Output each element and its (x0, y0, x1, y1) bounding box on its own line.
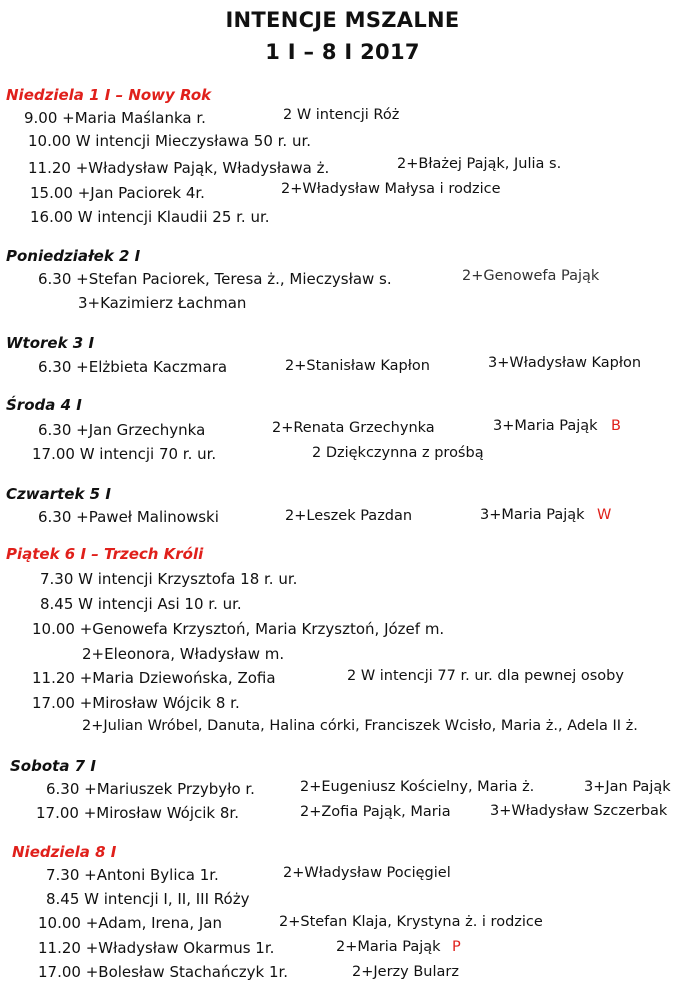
mass-entry: 15.00 +Jan Paciorek 4r. (30, 184, 205, 202)
mass-entry: 6.30 +Stefan Paciorek, Teresa ż., Mieczysław s. (38, 270, 392, 288)
extra-intention: 2+Stefan Klaja, Krystyna ż. i rodzice (279, 914, 543, 930)
group-mark: B (611, 418, 621, 434)
mass-entry: 11.20 +Władysław Pająk, Władysława ż. (28, 159, 330, 177)
extra-intention: 2+Genowefa Pająk (462, 268, 600, 284)
mass-entry: 6.30 +Jan Grzechynka (38, 421, 206, 439)
day-heading: Środa 4 I (6, 396, 82, 414)
extra-intention: 2 W intencji 77 r. ur. dla pewnej osoby (347, 668, 624, 684)
mass-entry: 3+Kazimierz Łachman (78, 294, 247, 312)
extra-intention: 2 Dziękczynna z prośbą (312, 445, 484, 461)
mass-entry: 17.00 +Mirosław Wójcik 8 r. (32, 694, 240, 712)
extra-intention: 2+Stanisław Kapłon (285, 358, 430, 374)
extra-intention: 2 W intencji Róż (283, 107, 400, 123)
day-heading: Sobota 7 I (10, 757, 96, 775)
extra-intention: 2+Jerzy Bularz (352, 964, 459, 980)
mass-entry: 2+Eleonora, Władysław m. (82, 645, 285, 663)
mass-entry: 7.30 W intencji Krzysztofa 18 r. ur. (40, 570, 298, 588)
extra-intention: 2+Zofia Pająk, Maria (300, 804, 451, 820)
extra-intention: 2+Władysław Pocięgiel (283, 865, 451, 881)
extra-intention: 2+Renata Grzechynka (272, 420, 435, 436)
mass-entry: 17.00 +Mirosław Wójcik 8r. (36, 804, 239, 822)
mass-entry: 11.20 +Maria Dziewońska, Zofia (32, 669, 276, 687)
mass-entry: 2+Julian Wróbel, Danuta, Halina córki, Franciszek Wcisło, Maria ż., Adela II ż. (82, 718, 638, 734)
mass-entry: 17.00 +Bolesław Stachańczyk 1r. (38, 963, 289, 981)
mass-entry: 10.00 W intencji Mieczysława 50 r. ur. (28, 132, 312, 150)
extra-intention: 2+Błażej Pająk, Julia s. (397, 156, 562, 172)
extra-intention: 3+Władysław Kapłon (488, 355, 642, 371)
extra-intention: 2+Eugeniusz Kościelny, Maria ż. (300, 779, 535, 795)
day-heading: Piątek 6 I – Trzech Króli (6, 545, 204, 563)
extra-intention: 2+Władysław Małysa i rodzice (281, 181, 501, 197)
day-heading: Poniedziałek 2 I (6, 247, 141, 265)
day-heading: Wtorek 3 I (6, 334, 95, 352)
mass-entry: 6.30 +Mariuszek Przybyło r. (46, 780, 255, 798)
extra-intention: 2+Maria Pająk (336, 939, 441, 955)
day-heading: Niedziela 8 I (12, 843, 117, 861)
mass-entry: 6.30 +Elżbieta Kaczmara (38, 358, 228, 376)
day-heading: Niedziela 1 I – Nowy Rok (6, 86, 212, 104)
extra-intention: 3+Maria Pająk (480, 507, 585, 523)
mass-entry: 10.00 +Adam, Irena, Jan (38, 914, 222, 932)
mass-entry: 9.00 +Maria Maślanka r. (24, 109, 206, 127)
extra-intention: 3+Władysław Szczerbak (490, 803, 668, 819)
mass-entry: 8.45 W intencji I, II, III Róży (46, 890, 250, 908)
mass-entry: 17.00 W intencji 70 r. ur. (32, 445, 217, 463)
mass-entry: 6.30 +Paweł Malinowski (38, 508, 219, 526)
group-mark: W (597, 507, 612, 523)
day-heading: Czwartek 5 I (6, 485, 111, 503)
mass-entry: 10.00 +Genowefa Krzysztoń, Maria Krzysztoń, Józef m. (32, 620, 445, 638)
extra-intention: 2+Leszek Pazdan (285, 508, 413, 524)
group-mark: P (452, 939, 461, 955)
mass-entry: 7.30 +Antoni Bylica 1r. (46, 866, 219, 884)
mass-entry: 8.45 W intencji Asi 10 r. ur. (40, 595, 242, 613)
page-title: INTENCJE MSZALNE (225, 8, 460, 32)
page-date-range: 1 I – 8 I 2017 (265, 40, 420, 64)
extra-intention: 3+Jan Pająk (584, 779, 671, 795)
mass-entry: 11.20 +Władysław Okarmus 1r. (38, 939, 275, 957)
extra-intention: 3+Maria Pająk (493, 418, 598, 434)
mass-entry: 16.00 W intencji Klaudii 25 r. ur. (30, 208, 270, 226)
